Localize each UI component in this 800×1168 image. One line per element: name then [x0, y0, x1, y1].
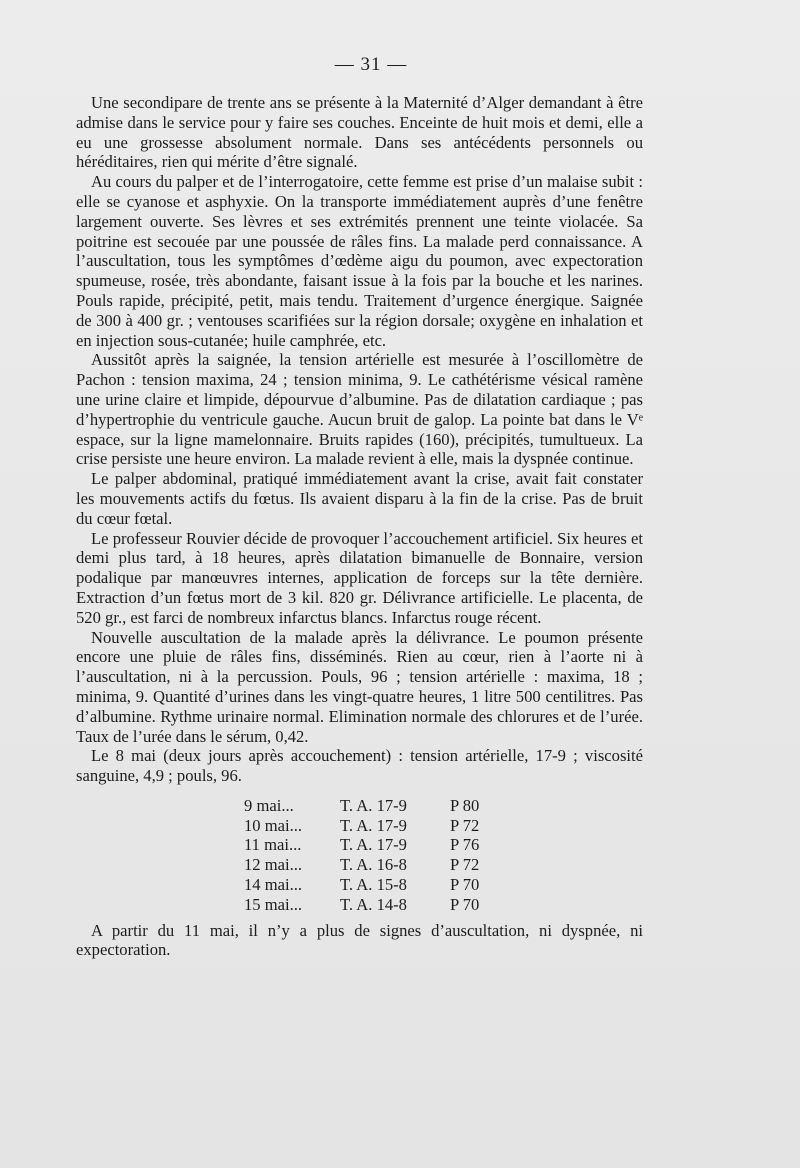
vitals-pulse: P 80: [450, 795, 480, 815]
paragraph-may-8: Le 8 mai (deux jours après accouchement) : tension artérielle, 17-9 ; viscosité sanguine, 4,9 ; pouls, 96.: [76, 746, 643, 786]
vitals-pulse: P 70: [450, 875, 480, 895]
table-row: [244, 875, 510, 895]
table-row: [244, 796, 510, 816]
vitals-tension: T. A. 16-8: [340, 855, 407, 875]
paragraph-auscultation: Nouvelle auscultation de la malade après la délivrance. Le poumon présente encore une pluie de râles fins, disséminés. Rien au cœur, rien à l’aorte ni à l’auscultation, ni à la percussion. Pouls, 96 ; tension artérielle : maxima, 18 ; minima, 9. Quantité d’urines dans les vingt-quatre heures, 1 litre 500 centilitres. Pas d’albumine. Rythme urinaire normal. Elimination normale des chlorures et de l’urée. Taux de l’urée dans le sérum, 0,42.: [76, 627, 643, 746]
vitals-tension: T. A. 17-9: [340, 795, 407, 815]
table-row: [244, 816, 510, 836]
vitals-tension: T. A. 17-9: [340, 815, 407, 835]
paragraph-delivery: Le professeur Rouvier décide de provoquer l’accouchement artificiel. Six heures et demi plus tard, à 18 heures, après dilatation bimanuelle de Bonnaire, version podalique par manœuvres internes, application de forceps sur la tête dernière. Extraction d’un fœtus mort de 3 kil. 820 gr. Délivrance artificielle. Le placenta, de 520 gr., est farci de nombreux infarctus blancs. Infarctus rouge récent.: [76, 528, 643, 627]
vitals-date: 14 mai...: [244, 875, 303, 895]
paragraph-tension: Aussitôt après la saignée, la tension artérielle est mesurée à l’oscillomètre de Pachon : tension maxima, 24 ; tension minima, 9. Le cathétérisme vésical ramène une urine claire et limpide, dépourvue d’albumine. Pas de dilatation cardiaque ; pas d’hypertrophie du ventricule gauche. Aucun bruit de galop. La pointe bat dans le Vᵉ espace, sur la ligne mamelonnaire. Bruits rapides (160), précipités, tumultueux. La crise persiste une heure environ. La malade revient à elle, mais la dyspnée continue.: [76, 350, 643, 469]
vitals-table: [244, 796, 510, 915]
paragraph-palpation: Le palper abdominal, pratiqué immédiatement avant la crise, avait fait constater les mouvements actifs du fœtus. Ils avaient disparu à la fin de la crise. Pas de bruit du cœur fœtal.: [76, 469, 643, 528]
vitals-pulse: P 72: [450, 815, 480, 835]
vitals-tension: T. A. 17-9: [340, 835, 407, 855]
vitals-tension: T. A. 14-8: [340, 894, 407, 914]
paragraph-crisis: Au cours du palper et de l’interrogatoire, cette femme est prise d’un malaise subit : elle se cyanose et asphyxie. On la transporte immédiatement auprès d’une fenêtre largement ouverte. Ses lèvres et ses extrémités prennent une teinte violacée. Sa poitrine est secouée par une poussée de râles fins. La malade perd connaissance. A l’auscultation, tous les symptômes d’œdème aigu du poumon, avec expectoration spumeuse, rosée, très abondante, faisant issue à la fois par la bouche et les narines. Pouls rapide, précipité, petit, mais tendu. Traitement d’urgence énergique. Saignée de 300 à 400 gr. ; ventouses scarifiées sur la région dorsale; oxygène en inhalation et en injection sous-cutanée; huile camphrée, etc.: [76, 172, 643, 350]
vitals-date: 11 mai...: [244, 835, 302, 855]
page-number: — 31 —: [334, 54, 408, 75]
paragraph-admission: Une secondipare de trente ans se présente à la Maternité d’Alger demandant à être admise dans le service pour y faire ses couches. Enceinte de huit mois et demi, elle a eu une grossesse absolument normale. Dans ses antécédents personnels ou héréditaires, rien qui mérite d’être signalé.: [76, 93, 643, 172]
vitals-tension: T. A. 15-8: [340, 875, 407, 895]
vitals-date: 9 mai...: [244, 795, 294, 815]
body-text: [76, 93, 643, 960]
vitals-date: 12 mai...: [244, 855, 303, 875]
table-row: [244, 835, 510, 855]
vitals-date: 15 mai...: [244, 894, 303, 914]
table-row: [244, 855, 510, 875]
vitals-pulse: P 70: [450, 894, 480, 914]
paragraph-closing: A partir du 11 mai, il n’y a plus de signes d’auscultation, ni dyspnée, ni expectoration.: [76, 920, 643, 960]
vitals-pulse: P 72: [450, 855, 480, 875]
vitals-date: 10 mai...: [244, 815, 303, 835]
table-row: [244, 895, 510, 915]
vitals-pulse: P 76: [450, 835, 480, 855]
